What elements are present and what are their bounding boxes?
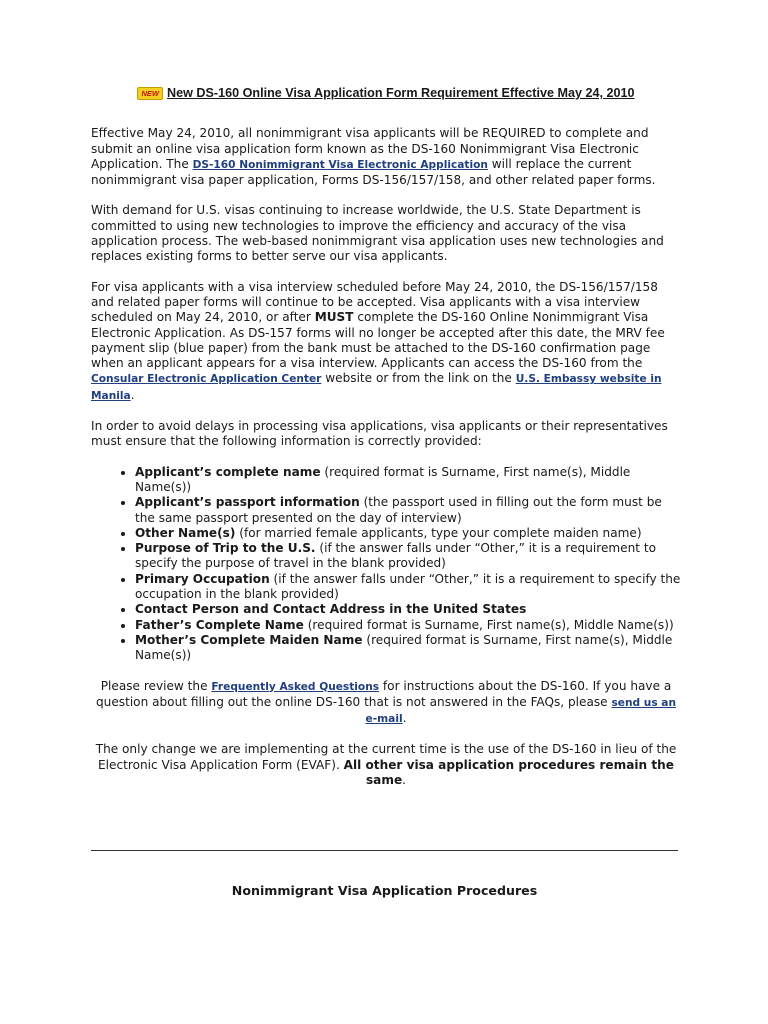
procedures-same-emphasis: All other visa application procedures remain the same: [343, 757, 674, 787]
section-title: Nonimmigrant Visa Application Procedures: [231, 883, 538, 898]
para3-text-b: complete the DS-160 Online Nonimmigrant Visa Electronic Application. As DS-157 forms will no longer be accepted after this date, the MRV fee payment slip (blue paper) from the bank must be attached to the DS-160 confirmation page when an applicant appears for a visa interview. Applicants can access the DS-160 from the: [91, 310, 665, 371]
para3-text-c: website or from the link on the: [321, 371, 516, 386]
send-email-link[interactable]: send us an e-mail: [365, 696, 676, 726]
requirement-item: [135, 495, 681, 526]
requirement-note: (required format is Surname, First name(s), Middle Name(s)): [135, 464, 631, 494]
para6-text-b: .: [402, 772, 407, 787]
requirement-note: (required format is Surname, First name(s), Middle Name(s)): [135, 632, 673, 663]
requirements-list: [91, 465, 681, 664]
requirement-note: (required format is Surname, First name(s), Middle Name(s)): [303, 617, 674, 632]
requirement-note: (if the answer falls under “Other,” it is a requirement to specify the purpose of travel in the blank provided): [135, 541, 656, 571]
requirement-item: [135, 465, 681, 496]
new-badge-icon: NEW: [137, 87, 163, 100]
requirement-item: [135, 618, 681, 633]
paragraph-faq: [91, 679, 681, 728]
requirement-label: Applicant’s complete name: [135, 464, 321, 479]
paragraph-demand: With demand for U.S. visas continuing to increase worldwide, the U.S. State Department is committed to using new technologies to improve the efficiency and accuracy of the visa application process. The web-based nonimmigrant visa application uses new technologies and replaces existing forms to better serve our visa applicants.: [91, 203, 664, 264]
paragraph-only-change: [91, 742, 681, 788]
requirement-item: [135, 572, 681, 603]
section-divider: [91, 850, 678, 851]
paragraph-ds160-requirement: [91, 126, 681, 188]
requirement-label: Mother’s Complete Maiden Name: [135, 632, 363, 647]
para1-text-a: Effective May 24, 2010, all nonimmigrant visa applicants will be REQUIRED to complete and submit an online visa application form known as the DS-160 Nonimmigrant Visa Electronic Application. The: [91, 126, 649, 171]
document-body: [91, 86, 681, 803]
para5-text-c: .: [402, 711, 407, 726]
requirement-label: Father’s Complete Name: [135, 617, 304, 632]
requirement-item: [135, 602, 681, 617]
paragraph-interview-schedule: [91, 280, 681, 404]
requirement-label: Primary Occupation: [135, 571, 270, 586]
ds160-application-link[interactable]: DS-160 Nonimmigrant Visa Electronic Application: [192, 158, 488, 171]
para5-text-b: for instructions about the DS-160. If you have a question about filling out the online DS-160 that is not answered in the FAQs, please: [96, 678, 672, 709]
must-emphasis: MUST: [314, 310, 354, 325]
para1-text-b: will replace the current nonimmigrant visa paper application, Forms DS-156/157/158, and other related paper forms.: [91, 156, 656, 188]
title-text: New DS-160 Online Visa Application Form Requirement Effective May 24, 2010: [166, 86, 635, 100]
faq-link[interactable]: Frequently Asked Questions: [211, 680, 380, 693]
requirement-note: (the passport used in filling out the form must be the same passport presented on the day of interview): [135, 495, 662, 525]
paragraph-avoid-delays: In order to avoid delays in processing visa applications, visa applicants or their representatives must ensure that the following information is correctly provided:: [91, 419, 668, 449]
para3-text-a: For visa applicants with a visa interview scheduled before May 24, 2010, the DS-156/157/158 and related paper forms will continue to be accepted. Visa applicants with a visa interview scheduled on May 24, 2010, or after: [91, 279, 658, 325]
requirement-label: Contact Person and Contact Address in the United States: [135, 602, 527, 617]
requirement-item: [135, 541, 681, 572]
para6-text-a: The only change we are implementing at the current time is the use of the DS-160 in lieu of the Electronic Visa Application Form (EVAF).: [95, 742, 677, 772]
requirement-item: [135, 526, 681, 541]
requirement-note: (if the answer falls under “Other,” it is a requirement to specify the occupation in the blank provided): [135, 571, 681, 602]
requirement-note: (for married female applicants, type your complete maiden name): [235, 525, 642, 540]
requirement-label: Other Name(s): [135, 525, 236, 540]
ceac-link[interactable]: Consular Electronic Application Center: [91, 373, 322, 386]
requirement-item: [135, 633, 681, 664]
para3-text-d: .: [130, 387, 135, 402]
page-title: [91, 86, 681, 101]
requirement-label: Purpose of Trip to the U.S.: [135, 541, 316, 556]
para5-text-a: Please review the: [100, 678, 212, 693]
embassy-manila-link[interactable]: U.S. Embassy website in Manila: [91, 373, 662, 402]
requirement-label: Applicant’s passport information: [135, 495, 360, 510]
